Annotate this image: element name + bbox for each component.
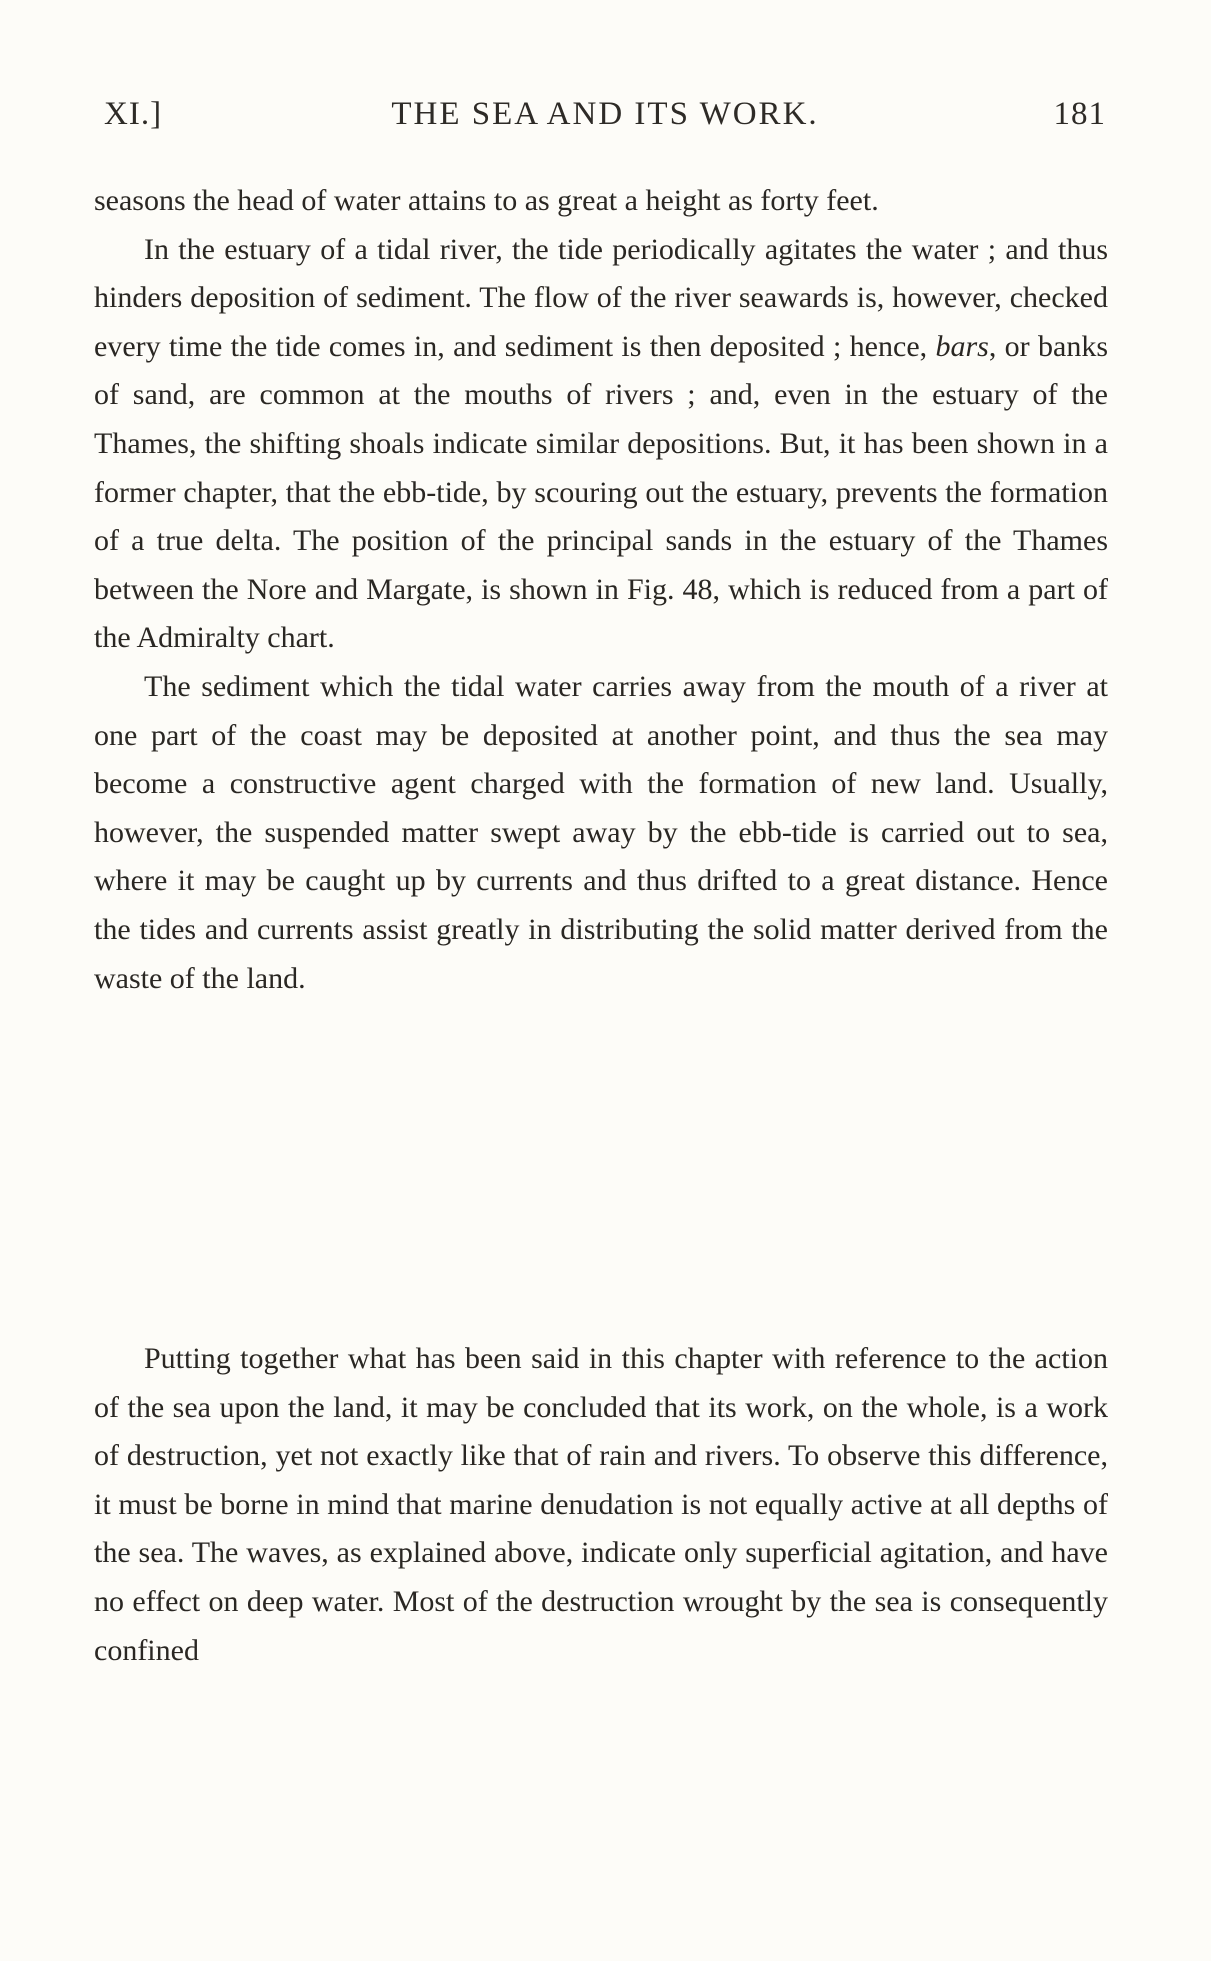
paragraph-summary: Putting together what has been said in this chapter with reference to the action of the sea upon the land, it may be concluded that its work, on the whole, is a work of destruction, yet not exactly like that of rain and rivers. To observe this difference, it must be borne in mind that marine denudation is not equally active at all depths of the sea. The waves, as explained above, indicate only superficial agitation, and have no effect on deep water. Most of the destruction wrought by the sea is consequently confined <box>94 1342 1108 1667</box>
page-number: 181 <box>1053 96 1106 132</box>
chapter-marker: XI.] <box>104 96 163 132</box>
page-title: THE SEA AND ITS WORK. <box>391 96 819 132</box>
paragraph-estuary-end: , or banks of sand, are common at the mouths of rivers ; and, even in the estuary of the Thames, the shifting shoals indicate similar depositions. But, it has been shown in a former chapter, that the ebb-tide, by scouring out the estuary, prevents the formation of a true delta. The position of the principal sands in the estuary of the Thames between the Nore and Margate, is shown in Fig. 48, which is reduced from a part of the Admiralty chart. <box>94 329 1108 655</box>
running-head <box>104 96 1106 136</box>
body-text-lower <box>94 1335 1108 1675</box>
paragraph-estuary <box>94 226 1108 663</box>
paragraph-continuation: seasons the head of water attains to as great a height as forty feet. <box>94 184 879 217</box>
paragraph-estuary-start: In the estuary of a tidal river, the tide periodically agitates the water ; and thus hinders deposition of sediment. The flow of the river seawards is, however, checked every time the tide comes in, and sediment is then deposited ; hence, <box>94 232 1108 363</box>
paragraph-sediment: The sediment which the tidal water carries away from the mouth of a river at one part of the coast may be deposited at another point, and thus the sea may become a constructive agent charged with the formation of new land. Usually, however, the suspended matter swept away by the ebb-tide is carried out to sea, where it may be caught up by currents and thus drifted to a great distance. Hence the tides and currents assist greatly in distributing the solid matter derived from the waste of the land. <box>94 669 1108 995</box>
body-text-upper <box>94 177 1108 1003</box>
italic-term-bars: bars <box>935 329 989 363</box>
